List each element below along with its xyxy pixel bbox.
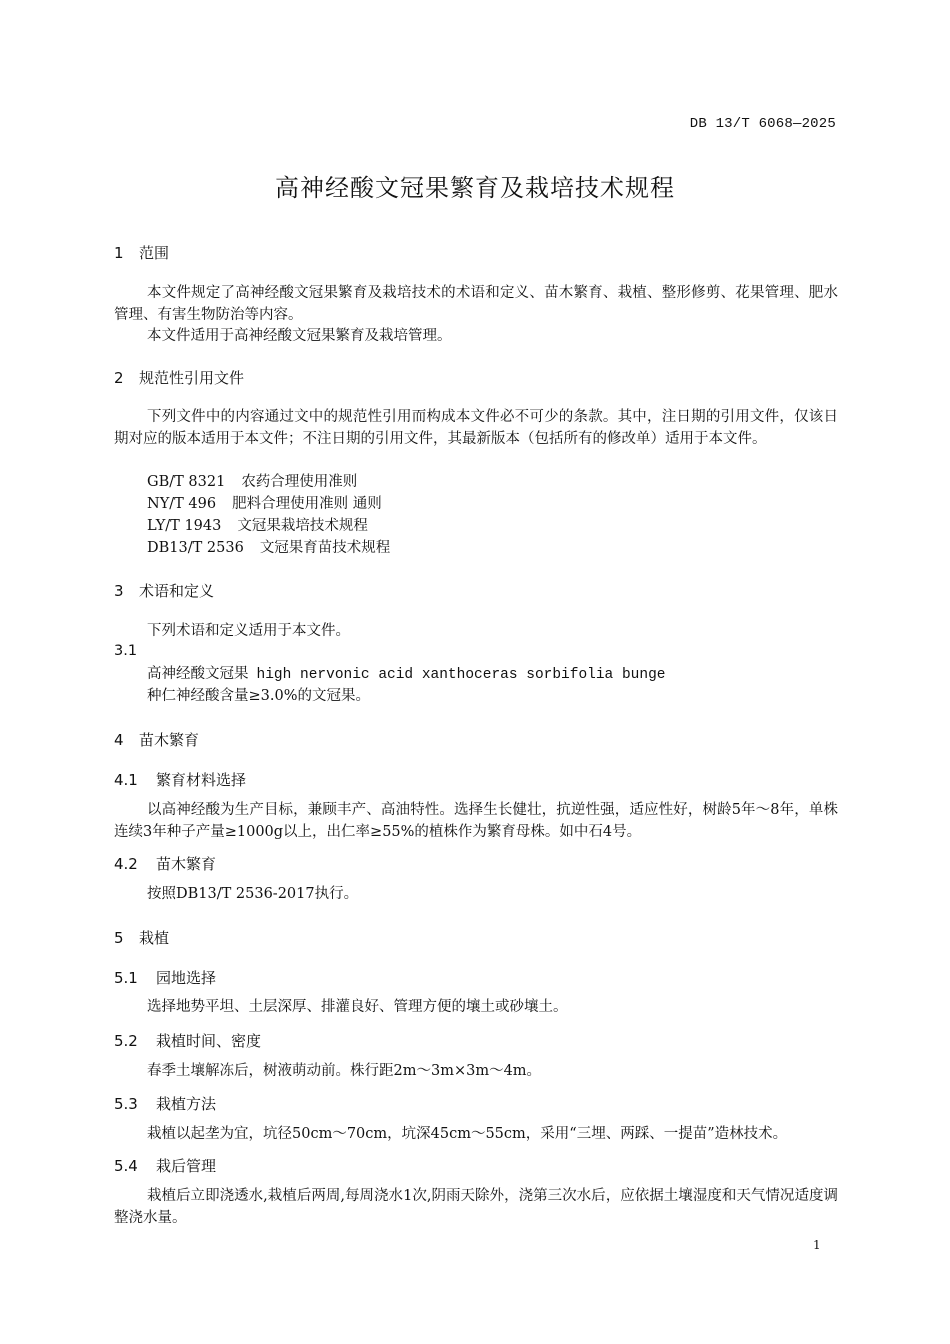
term-chinese: 高神经酸文冠果 <box>147 666 249 682</box>
subsection-number: 5.1 <box>114 969 138 987</box>
reference-title: 文冠果育苗技术规程 <box>259 540 391 556</box>
subsection-4-2-heading <box>114 853 216 874</box>
reference-title: 农药合理使用准则 <box>241 474 358 490</box>
subsection-number: 5.4 <box>114 1157 138 1175</box>
section-title: 术语和定义 <box>139 582 215 600</box>
subsection-5-2-paragraph: 春季土壤解冻后，树液萌动前。株行距2m～3m×3m～4m。 <box>147 1063 542 1079</box>
subsection-title: 栽后管理 <box>156 1157 217 1175</box>
reference-code: DB13/T 2536 <box>147 540 244 556</box>
term-number: 3.1 <box>114 643 138 659</box>
term-english: high nervonic acid xanthoceras sorbifolia bunge <box>256 667 666 683</box>
document-code: DB 13/T 6068—2025 <box>689 116 836 132</box>
section-4-heading <box>114 729 199 750</box>
subsection-number: 4.2 <box>114 855 138 873</box>
subsection-number: 4.1 <box>114 771 138 789</box>
reference-item <box>147 538 390 560</box>
subsection-5-4-paragraph: 栽植后立即浇透水,栽植后两周,每周浇水1次,阴雨天除外，浇第三次水后，应依据土壤湿度和天气情况适度调整浇水量。 <box>114 1188 838 1226</box>
section-1-paragraph-2: 本文件适用于高神经酸文冠果繁育及栽培管理。 <box>147 328 452 344</box>
reference-code: GB/T 8321 <box>147 474 226 490</box>
section-title: 栽植 <box>139 929 170 947</box>
reference-title: 文冠果栽培技术规程 <box>237 518 368 534</box>
section-number: 4 <box>114 731 124 749</box>
subsection-title: 栽植时间、密度 <box>156 1032 262 1050</box>
subsection-5-2-heading <box>114 1030 261 1051</box>
reference-code: LY/T 1943 <box>147 518 222 534</box>
section-3-paragraph: 下列术语和定义适用于本文件。 <box>147 623 350 639</box>
section-number: 5 <box>114 929 124 947</box>
subsection-5-3-heading <box>114 1093 216 1114</box>
section-number: 2 <box>114 369 124 387</box>
section-number: 1 <box>114 244 124 262</box>
reference-item <box>147 472 357 494</box>
subsection-5-1-paragraph: 选择地势平坦、土层深厚、排灌良好、管理方便的壤土或砂壤土。 <box>147 999 568 1015</box>
subsection-5-1-heading <box>114 967 216 988</box>
section-3-heading <box>114 580 214 601</box>
subsection-number: 5.2 <box>114 1032 138 1050</box>
term-definition: 种仁神经酸含量≥3.0%的文冠果。 <box>147 688 370 704</box>
subsection-4-2-paragraph: 按照DB13/T 2536-2017执行。 <box>147 886 359 902</box>
subsection-title: 园地选择 <box>156 969 217 987</box>
section-title: 规范性引用文件 <box>139 369 245 387</box>
section-number: 3 <box>114 582 124 600</box>
section-5-heading <box>114 927 169 948</box>
page-title: 高神经酸文冠果繁育及栽培技术规程 <box>275 174 675 202</box>
section-2-heading <box>114 367 244 388</box>
section-1-paragraph-1: 本文件规定了高神经酸文冠果繁育及栽培技术的术语和定义、苗木繁育、栽植、整形修剪、花果管理、肥水管理、有害生物防治等内容。 <box>114 285 838 323</box>
subsection-title: 繁育材料选择 <box>156 771 247 789</box>
page-number: 1 <box>813 1238 821 1252</box>
subsection-title: 苗木繁育 <box>156 855 217 873</box>
reference-code: NY/T 496 <box>147 496 217 512</box>
subsection-4-1-paragraph: 以高神经酸为生产目标，兼顾丰产、高油特性。选择生长健壮，抗逆性强，适应性好，树龄5年～8年，单株连续3年种子产量≥1000g以上，出仁率≥55%的植株作为繁育母株。如中石4号。 <box>114 802 838 840</box>
reference-item <box>147 494 382 516</box>
reference-item <box>147 516 368 538</box>
reference-title: 肥料合理使用准则 通则 <box>232 496 382 512</box>
section-2-paragraph: 下列文件中的内容通过文中的规范性引用而构成本文件必不可少的条款。其中，注日期的引用文件，仅该日期对应的版本适用于本文件；不注日期的引用文件，其最新版本（包括所有的修改单）适用于本文件。 <box>114 409 838 447</box>
section-1-heading <box>114 242 169 263</box>
subsection-title: 栽植方法 <box>156 1095 217 1113</box>
subsection-number: 5.3 <box>114 1095 138 1113</box>
subsection-5-4-heading <box>114 1155 216 1176</box>
subsection-5-3-paragraph: 栽植以起垄为宜，坑径50cm～70cm，坑深45cm～55cm，采用“三埋、两踩、一提苗”造林技术。 <box>147 1126 788 1142</box>
section-title: 苗木繁育 <box>139 731 200 749</box>
term-entry <box>147 664 665 687</box>
subsection-4-1-heading <box>114 769 246 790</box>
section-title: 范围 <box>139 244 170 262</box>
